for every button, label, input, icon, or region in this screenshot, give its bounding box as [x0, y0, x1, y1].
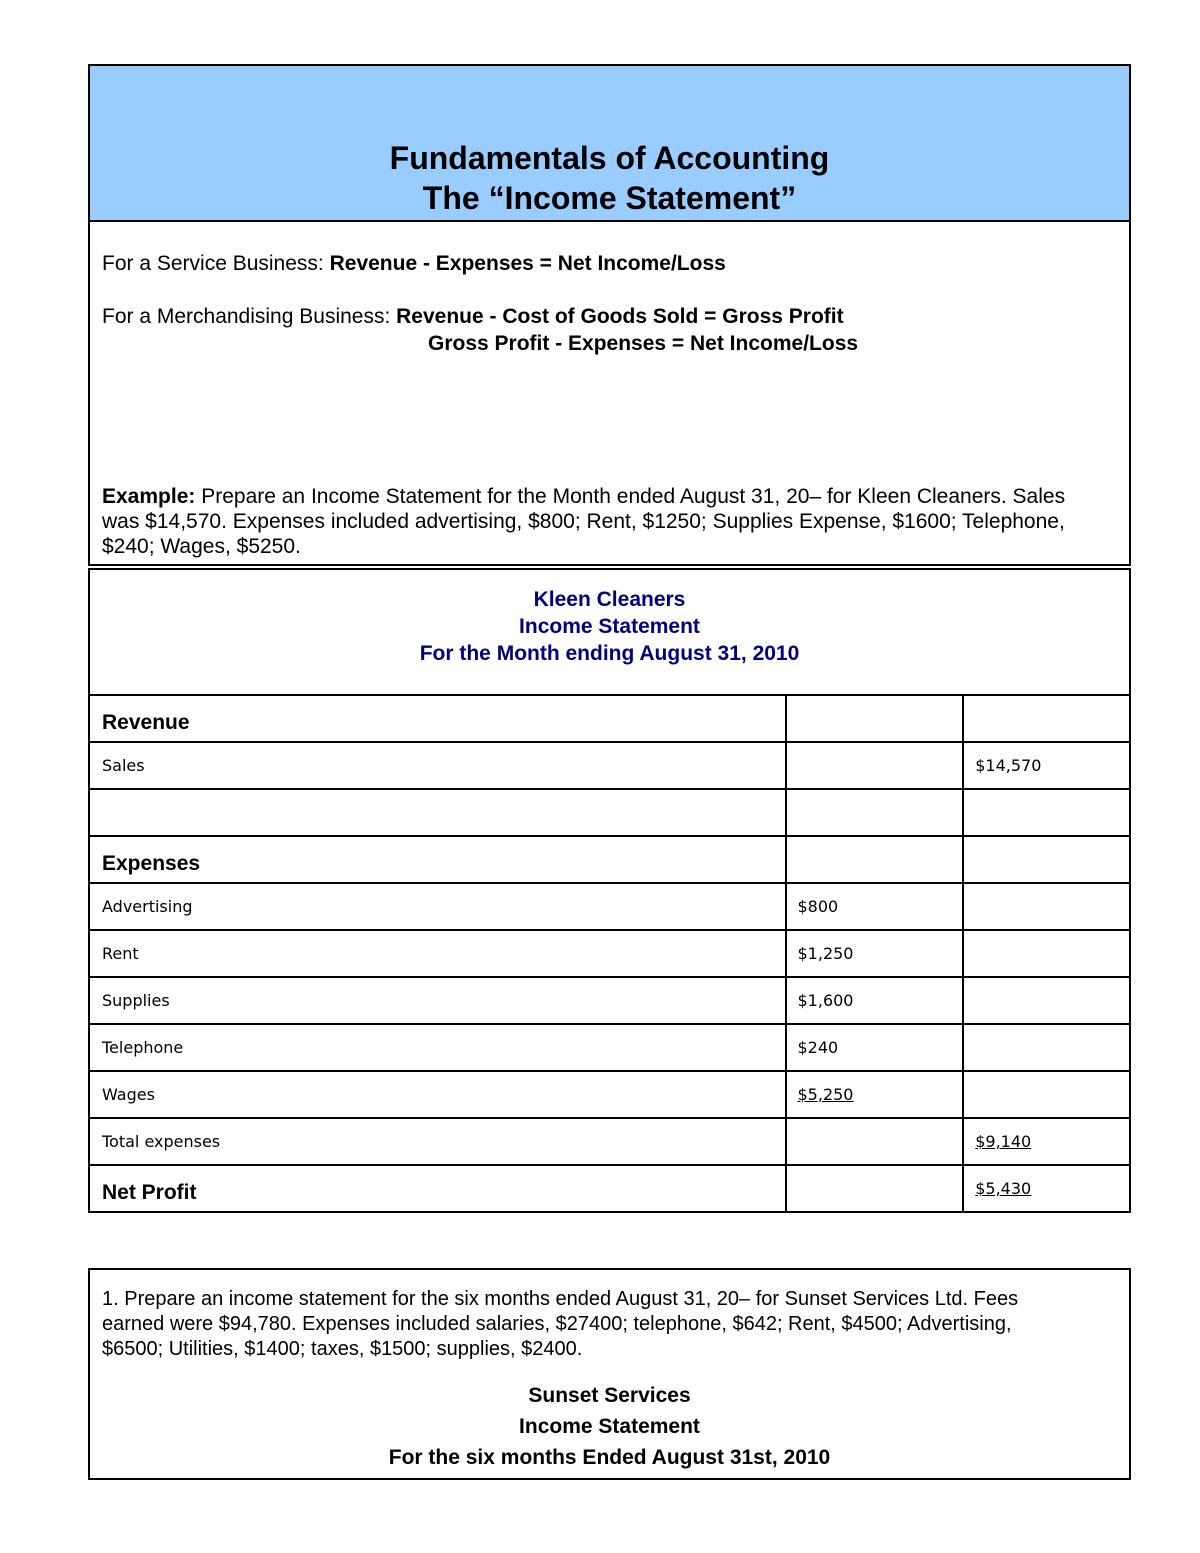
page-title: Fundamentals of Accounting: [389, 140, 830, 176]
merch-formula-line-2: [428, 332, 858, 356]
table-row: [89, 930, 1130, 977]
example-line-2: was $14,570. Expenses included advertising, $800; Rent, $1250; Supplies Expense, $1600; Telephone,: [102, 510, 1065, 533]
service-formula-line: [102, 252, 726, 276]
row-label: Supplies: [89, 977, 786, 1024]
detail-cell: [786, 742, 964, 789]
row-label: Rent: [89, 930, 786, 977]
total-cell: [963, 695, 1130, 742]
table-row: [89, 789, 1130, 836]
merch-formula-line: [102, 305, 844, 329]
total-cell: [963, 883, 1130, 930]
row-label: Wages: [89, 1071, 786, 1118]
detail-cell: [786, 789, 964, 836]
statement-company: Kleen Cleaners: [533, 588, 686, 611]
table-row: [89, 883, 1130, 930]
total-cell: [963, 1165, 1130, 1212]
row-label: [89, 789, 786, 836]
statement-period: For the Month ending August 31, 2010: [419, 642, 800, 665]
detail-cell: $800: [786, 883, 964, 930]
total-cell: [963, 836, 1130, 883]
service-label: For a Service Business:: [102, 252, 330, 275]
table-row: [89, 695, 1130, 742]
row-label: Expenses: [89, 836, 786, 883]
merch-label: For a Merchandising Business:: [102, 305, 397, 328]
merch-formula-1: Revenue - Cost of Goods Sold = Gross Profit: [396, 305, 844, 328]
detail-cell: $1,600: [786, 977, 964, 1024]
intro-section: [88, 220, 1131, 566]
income-statement-table: [88, 694, 1131, 1213]
total-cell: [963, 789, 1130, 836]
table-row: [89, 742, 1130, 789]
detail-cell: $240: [786, 1024, 964, 1071]
problem-company: Sunset Services: [528, 1384, 691, 1407]
table-row: [89, 1165, 1130, 1212]
row-label: Advertising: [89, 883, 786, 930]
problem-section: [88, 1268, 1131, 1480]
detail-cell: [786, 1165, 964, 1212]
row-label: Revenue: [89, 695, 786, 742]
wages-amount: $5,250: [797, 1085, 854, 1104]
service-formula: Revenue - Expenses = Net Income/Loss: [329, 252, 726, 275]
table-row: [89, 1024, 1130, 1071]
statement-heading: [88, 568, 1131, 696]
example-line-3: $240; Wages, $5250.: [102, 535, 301, 558]
table-row: [89, 977, 1130, 1024]
total-cell: [963, 1071, 1130, 1118]
problem-period: For the six months Ended August 31st, 2010: [388, 1446, 831, 1469]
total-cell: [963, 977, 1130, 1024]
merch-formula-2: Gross Profit - Expenses = Net Income/Loss: [428, 332, 859, 355]
total-cell: $14,570: [963, 742, 1130, 789]
problem-title: Income Statement: [519, 1415, 700, 1438]
example-line-1: [102, 485, 1065, 509]
detail-cell: [786, 1118, 964, 1165]
row-label: Net Profit: [89, 1165, 786, 1212]
table-row: [89, 836, 1130, 883]
page-subtitle: The “Income Statement”: [422, 180, 797, 216]
example-text-1: Prepare an Income Statement for the Month ended August 31, 20– for Kleen Cleaners. Sales: [195, 485, 1066, 508]
total-cell: [963, 930, 1130, 977]
row-label: Telephone: [89, 1024, 786, 1071]
problem-line-1: 1. Prepare an income statement for the six months ended August 31, 20– for Sunset Services Ltd. Fees: [102, 1288, 1019, 1310]
net-profit-amount: $5,430: [975, 1179, 1032, 1198]
row-label: Total expenses: [89, 1118, 786, 1165]
detail-cell: [786, 836, 964, 883]
total-cell: [963, 1024, 1130, 1071]
problem-line-2: earned were $94,780. Expenses included salaries, $27400; telephone, $642; Rent, $4500; Advertising,: [102, 1313, 1012, 1335]
detail-cell: [786, 695, 964, 742]
detail-cell: [786, 1071, 964, 1118]
total-cell: [963, 1118, 1130, 1165]
table-row: [89, 1071, 1130, 1118]
table-row: [89, 1118, 1130, 1165]
detail-cell: $1,250: [786, 930, 964, 977]
title-banner: [88, 64, 1131, 222]
row-label: Sales: [89, 742, 786, 789]
total-expenses-amount: $9,140: [975, 1132, 1032, 1151]
statement-title: Income Statement: [519, 615, 700, 638]
example-label: Example:: [102, 485, 196, 508]
problem-line-3: $6500; Utilities, $1400; taxes, $1500; supplies, $2400.: [102, 1338, 583, 1360]
